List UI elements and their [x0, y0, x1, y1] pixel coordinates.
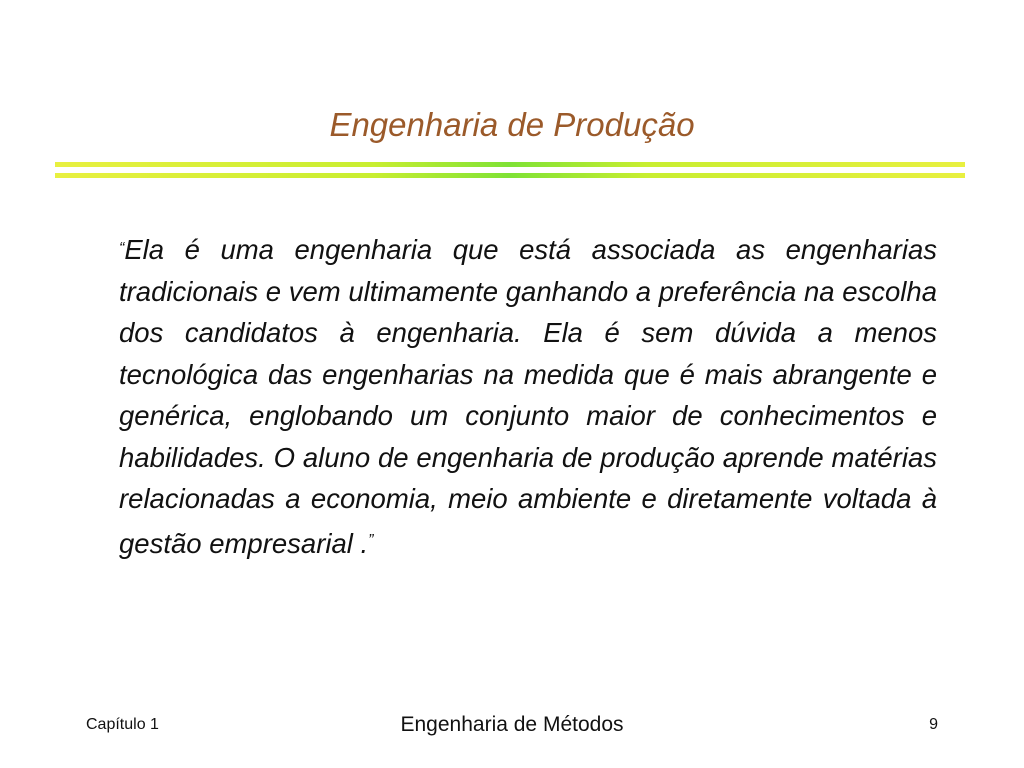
title-divider-top	[55, 162, 965, 167]
footer-course-title: Engenharia de Métodos	[400, 713, 624, 736]
quote-paragraph	[119, 228, 937, 564]
quote-text: Ela é uma engenharia que está associada as engenharias tradicionais e vem ultimamente ganhando a preferência na escolha dos candidatos à engenharia. Ela é sem dúvida a menos tecnológica das engenharias na medida que é mais abrangente e genérica, englobando um conjunto maior de conhecimentos e habilidades. O aluno de engenharia de produção aprende matérias relacionadas a economia, meio ambiente e diretamente voltada à gestão empresarial .	[119, 234, 937, 559]
title-divider-bottom	[55, 173, 965, 178]
footer-chapter: Capítulo 1	[86, 716, 159, 733]
open-quote-mark: “	[119, 240, 125, 257]
slide-title: Engenharia de Produção	[329, 106, 695, 143]
close-quote-mark: ”	[368, 531, 374, 549]
footer-page-number: 9	[929, 716, 938, 733]
